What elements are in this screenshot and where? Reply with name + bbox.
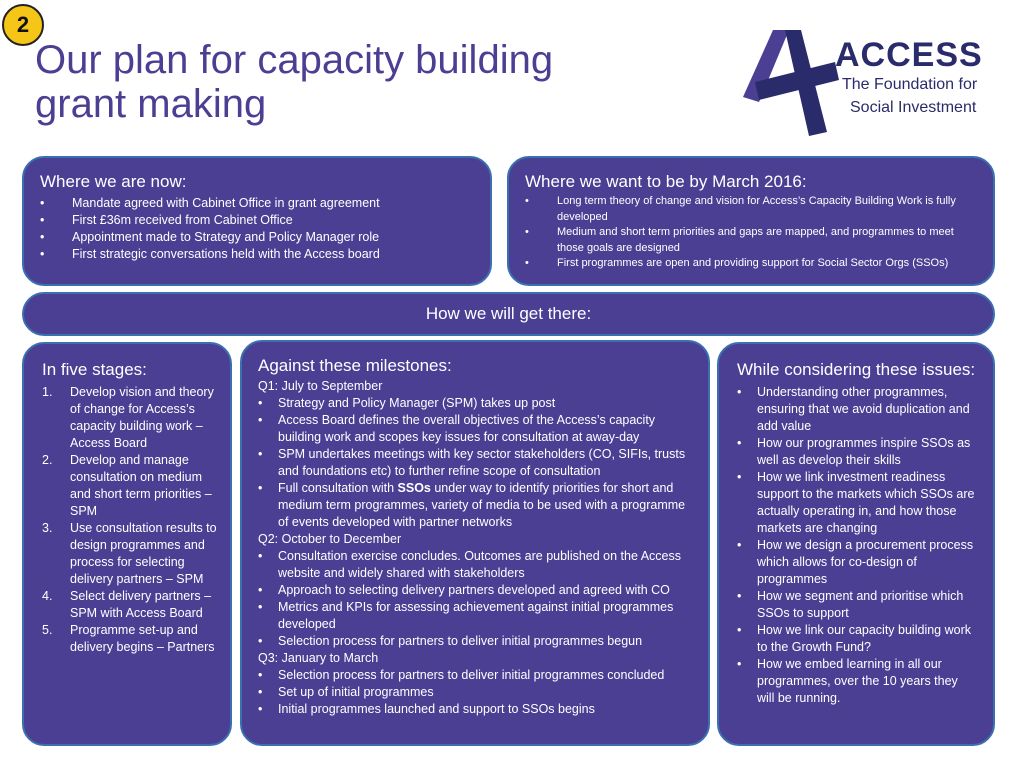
title-line-1: Our plan for capacity building	[35, 38, 554, 82]
list-item: Develop vision and theory of change for Access’s capacity building work – Access Board	[70, 385, 214, 450]
stages-list	[42, 384, 218, 656]
list-item: • Medium and short term priorities and gaps are mapped, and programmes to meet those goals are designed	[525, 225, 977, 256]
want-list	[525, 194, 977, 272]
considering-issues-panel	[717, 342, 995, 746]
access-logo-mark-icon	[735, 22, 850, 142]
list-item: • How we link our capacity building work to the Growth Fund?	[737, 622, 977, 656]
page-title	[35, 38, 635, 126]
list-item: • Mandate agreed with Cabinet Office in grant agreement	[40, 195, 474, 212]
issues-list	[737, 384, 977, 707]
list-item: Programme set-up and delivery begins – Partners	[70, 623, 215, 654]
now-list	[40, 195, 474, 263]
list-item: • Initial programmes launched and support to SSOs begins	[258, 701, 692, 718]
how-label: How we will get there:	[425, 304, 592, 323]
list-item: • Strategy and Policy Manager (SPM) takes up post	[258, 395, 692, 412]
list-item: • How we embed learning in all our programmes, over the 10 years they will be running.	[737, 656, 977, 707]
q2-list	[258, 548, 692, 650]
list-item: • Long term theory of change and vision for Access’s Capacity Building Work is fully developed	[525, 194, 977, 225]
list-item: • How we segment and prioritise which SSOs to support	[737, 588, 977, 622]
access-logo	[735, 22, 1005, 142]
list-item	[258, 480, 692, 531]
now-heading: Where we are now:	[40, 172, 187, 191]
q1-label: Q1: July to September	[258, 379, 383, 393]
list-item: • Access Board defines the overall objectives of the Access’s capacity building work and scopes key issues for consultation at away-day	[258, 412, 692, 446]
q3-list	[258, 667, 692, 718]
q2-label: Q2: October to December	[258, 532, 402, 546]
list-item: • How we link investment readiness support to the markets which SSOs are actually operating in, and how those markets are changing	[737, 469, 977, 537]
logo-tagline-line-1: The Foundation for	[842, 76, 978, 93]
five-stages-panel	[22, 342, 232, 746]
list-item: • SPM undertakes meetings with key sector stakeholders (CO, SIFIs, trusts and foundations etc) to further refine scope of consultation	[258, 446, 692, 480]
slide-number: 2	[16, 12, 30, 37]
logo-tagline-line-2: Social Investment	[850, 99, 977, 116]
list-item: Select delivery partners – SPM with Access Board	[70, 589, 212, 620]
where-we-want-to-be-panel	[507, 156, 995, 286]
list-item: • How our programmes inspire SSOs as well as develop their skills	[737, 435, 977, 469]
list-item: • Appointment made to Strategy and Policy Manager role	[40, 229, 474, 246]
item-text: under way to identify priorities for short and medium term programmes, variety of media to be used with a programme of events developed with partner networks	[278, 481, 686, 529]
list-item: Use consultation results to design programmes and process for selecting delivery partners – SPM	[70, 521, 217, 586]
list-item: • Set up of initial programmes	[258, 684, 692, 701]
item-text: Full consultation with	[278, 481, 398, 495]
list-item: • Approach to selecting delivery partners developed and agreed with CO	[258, 582, 692, 599]
list-item: • First programmes are open and providing support for Social Sector Orgs (SSOs)	[525, 256, 977, 272]
where-we-are-now-panel	[22, 156, 492, 286]
list-item: • Consultation exercise concludes. Outcomes are published on the Access website and widely shared with stakeholders	[258, 548, 692, 582]
issues-heading: While considering these issues:	[737, 360, 976, 379]
list-item: • First strategic conversations held with the Access board	[40, 246, 474, 263]
item-bold-text: SSOs	[397, 481, 431, 495]
list-item: • Metrics and KPIs for assessing achievement against initial programmes developed	[258, 599, 692, 633]
want-heading: Where we want to be by March 2016:	[525, 172, 807, 191]
milestones-heading: Against these milestones:	[258, 356, 452, 375]
stages-heading: In five stages:	[42, 360, 147, 379]
q3-label: Q3: January to March	[258, 651, 379, 665]
list-item: • Selection process for partners to deliver initial programmes concluded	[258, 667, 692, 684]
list-item: Develop and manage consultation on medium and short term priorities – SPM	[70, 453, 212, 518]
milestones-panel	[240, 340, 710, 746]
list-item: • Understanding other programmes, ensuring that we avoid duplication and add value	[737, 384, 977, 435]
q1-list	[258, 395, 692, 531]
title-line-2: grant making	[35, 82, 267, 126]
how-we-will-get-there-banner	[22, 292, 995, 336]
list-item: • How we design a procurement process which allows for co-design of programmes	[737, 537, 977, 588]
logo-wordmark: ACCESS	[835, 36, 983, 74]
list-item: • First £36m received from Cabinet Office	[40, 212, 474, 229]
list-item: • Selection process for partners to deliver initial programmes begun	[258, 633, 692, 650]
